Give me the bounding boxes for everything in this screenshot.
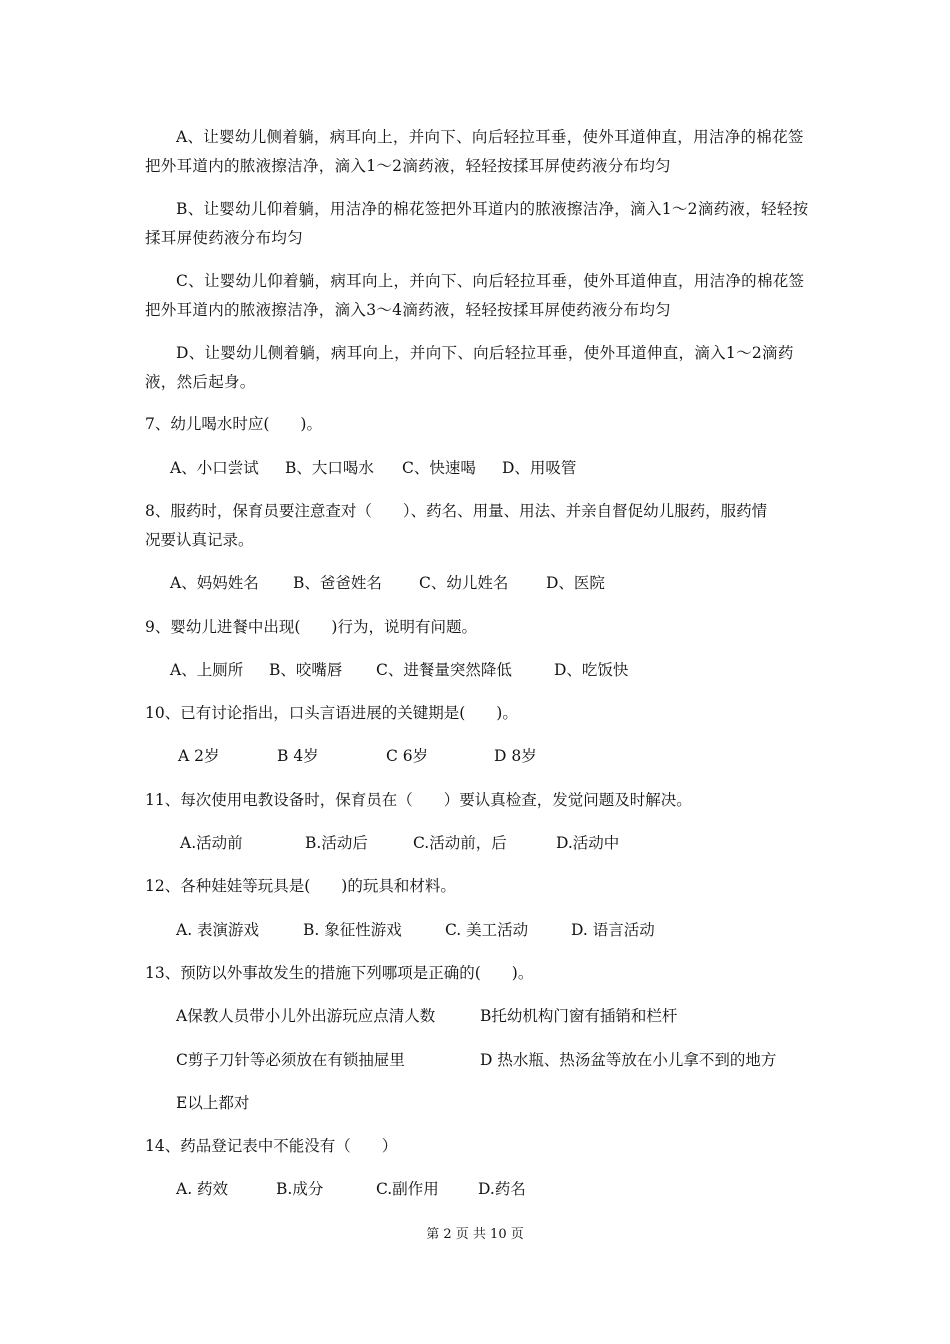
q14-option-b: B.成分 — [276, 1180, 324, 1198]
q13-options-row1 — [176, 1005, 677, 1027]
q7-option-a: A、小口尝试 — [170, 459, 259, 477]
q8-option-d: D、医院 — [546, 574, 605, 592]
q12-option-c: C. 美工活动 — [445, 921, 529, 939]
q14-option-d: D.药名 — [478, 1180, 526, 1198]
q8-option-a: A、妈妈姓名 — [170, 574, 259, 592]
q14-option-a: A. 药效 — [176, 1180, 229, 1198]
q9-options — [170, 659, 628, 681]
q12-options — [176, 919, 655, 941]
q11-options — [180, 832, 619, 854]
q10-option-b: B 4岁 — [277, 747, 319, 765]
q6-option-b: B、让婴幼儿仰着躺，用洁净的棉花签把外耳道内的脓液擦洁净，滴入1～2滴药液，轻轻按揉耳屏使药液分布均匀 — [145, 200, 809, 247]
q14-stem: 14、药品登记表中不能没有（ ） — [145, 1137, 398, 1155]
q13-stem: 13、预防以外事故发生的措施下列哪项是正确的( )。 — [145, 964, 534, 982]
q13-option-d: D 热水瓶、热汤盆等放在小儿拿不到的地方 — [480, 1051, 777, 1069]
q12-option-d: D. 语言活动 — [571, 921, 655, 939]
q10-options — [178, 745, 537, 767]
q9-stem: 9、婴幼儿进餐中出现( )行为，说明有问题。 — [145, 618, 477, 636]
q6-option-a: A、让婴幼儿侧着躺，病耳向上，并向下、向后轻拉耳垂，使外耳道伸直，用洁净的棉花签把外耳道内的脓液擦洁净，滴入1～2滴药液，轻轻按揉耳屏使药液分布均匀 — [145, 128, 804, 175]
q8-option-c: C、幼儿姓名 — [419, 574, 509, 592]
q8-stem-line2: 况要认真记录。 — [145, 531, 254, 549]
q6-option-c: C、让婴幼儿仰着躺，病耳向上，并向下、向后轻拉耳垂，使外耳道伸直，用洁净的棉花签把外耳道内的脓液擦洁净，滴入3～4滴药液，轻轻按揉耳屏使药液分布均匀 — [145, 272, 805, 319]
q7-option-b: B、大口喝水 — [285, 459, 374, 477]
q9-option-d: D、吃饭快 — [554, 661, 629, 679]
q13-option-e: E以上都对 — [176, 1094, 250, 1112]
q12-stem: 12、各种娃娃等玩具是( )的玩具和材料。 — [145, 877, 456, 895]
q14-options — [176, 1178, 526, 1200]
q13-option-b: B托幼机构门窗有插销和栏杆 — [480, 1007, 678, 1025]
q8-option-b: B、爸爸姓名 — [293, 574, 382, 592]
q9-option-a: A、上厕所 — [170, 661, 244, 679]
q11-option-b: B.活动后 — [305, 834, 368, 852]
q10-stem: 10、已有讨论指出，口头言语进展的关键期是( )。 — [145, 704, 518, 722]
q10-option-c: C 6岁 — [386, 747, 429, 765]
q13-option-c: C剪子刀针等必须放在有锁抽屉里 — [176, 1051, 405, 1069]
q10-option-d: D 8岁 — [494, 747, 537, 765]
q11-option-c: C.活动前，后 — [413, 834, 507, 852]
q9-option-c: C、进餐量突然降低 — [376, 661, 512, 679]
q11-option-d: D.活动中 — [556, 834, 620, 852]
q7-option-d: D、用吸管 — [502, 459, 577, 477]
q12-option-a: A. 表演游戏 — [176, 921, 260, 939]
q8-options — [170, 572, 605, 594]
page-footer: 第 2 页 共 10 页 — [426, 1227, 524, 1242]
q7-options — [170, 457, 576, 479]
q13-option-a: A保教人员带小儿外出游玩应点清人数 — [176, 1007, 436, 1025]
q8-stem-line1: 8、服药时，保育员要注意查对（ ）、药名、用量、用法、并亲自督促幼儿服药，服药情 — [145, 502, 768, 520]
q14-option-c: C.副作用 — [376, 1180, 439, 1198]
q11-stem: 11、每次使用电教设备时，保育员在（ ）要认真检查，发觉问题及时解决。 — [145, 791, 692, 809]
q7-option-c: C、快速喝 — [402, 459, 476, 477]
q11-option-a: A.活动前 — [180, 834, 243, 852]
q9-option-b: B、咬嘴唇 — [269, 661, 343, 679]
q7-stem: 7、幼儿喝水时应( )。 — [145, 415, 322, 433]
q12-option-b: B. 象征性游戏 — [303, 921, 402, 939]
q10-option-a: A 2岁 — [178, 747, 220, 765]
q13-options-row2 — [176, 1049, 776, 1071]
q6-option-d: D、让婴幼儿侧着躺，病耳向上，并向下、向后轻拉耳垂，使外耳道伸直，滴入1～2滴药液，然后起身。 — [145, 344, 794, 391]
